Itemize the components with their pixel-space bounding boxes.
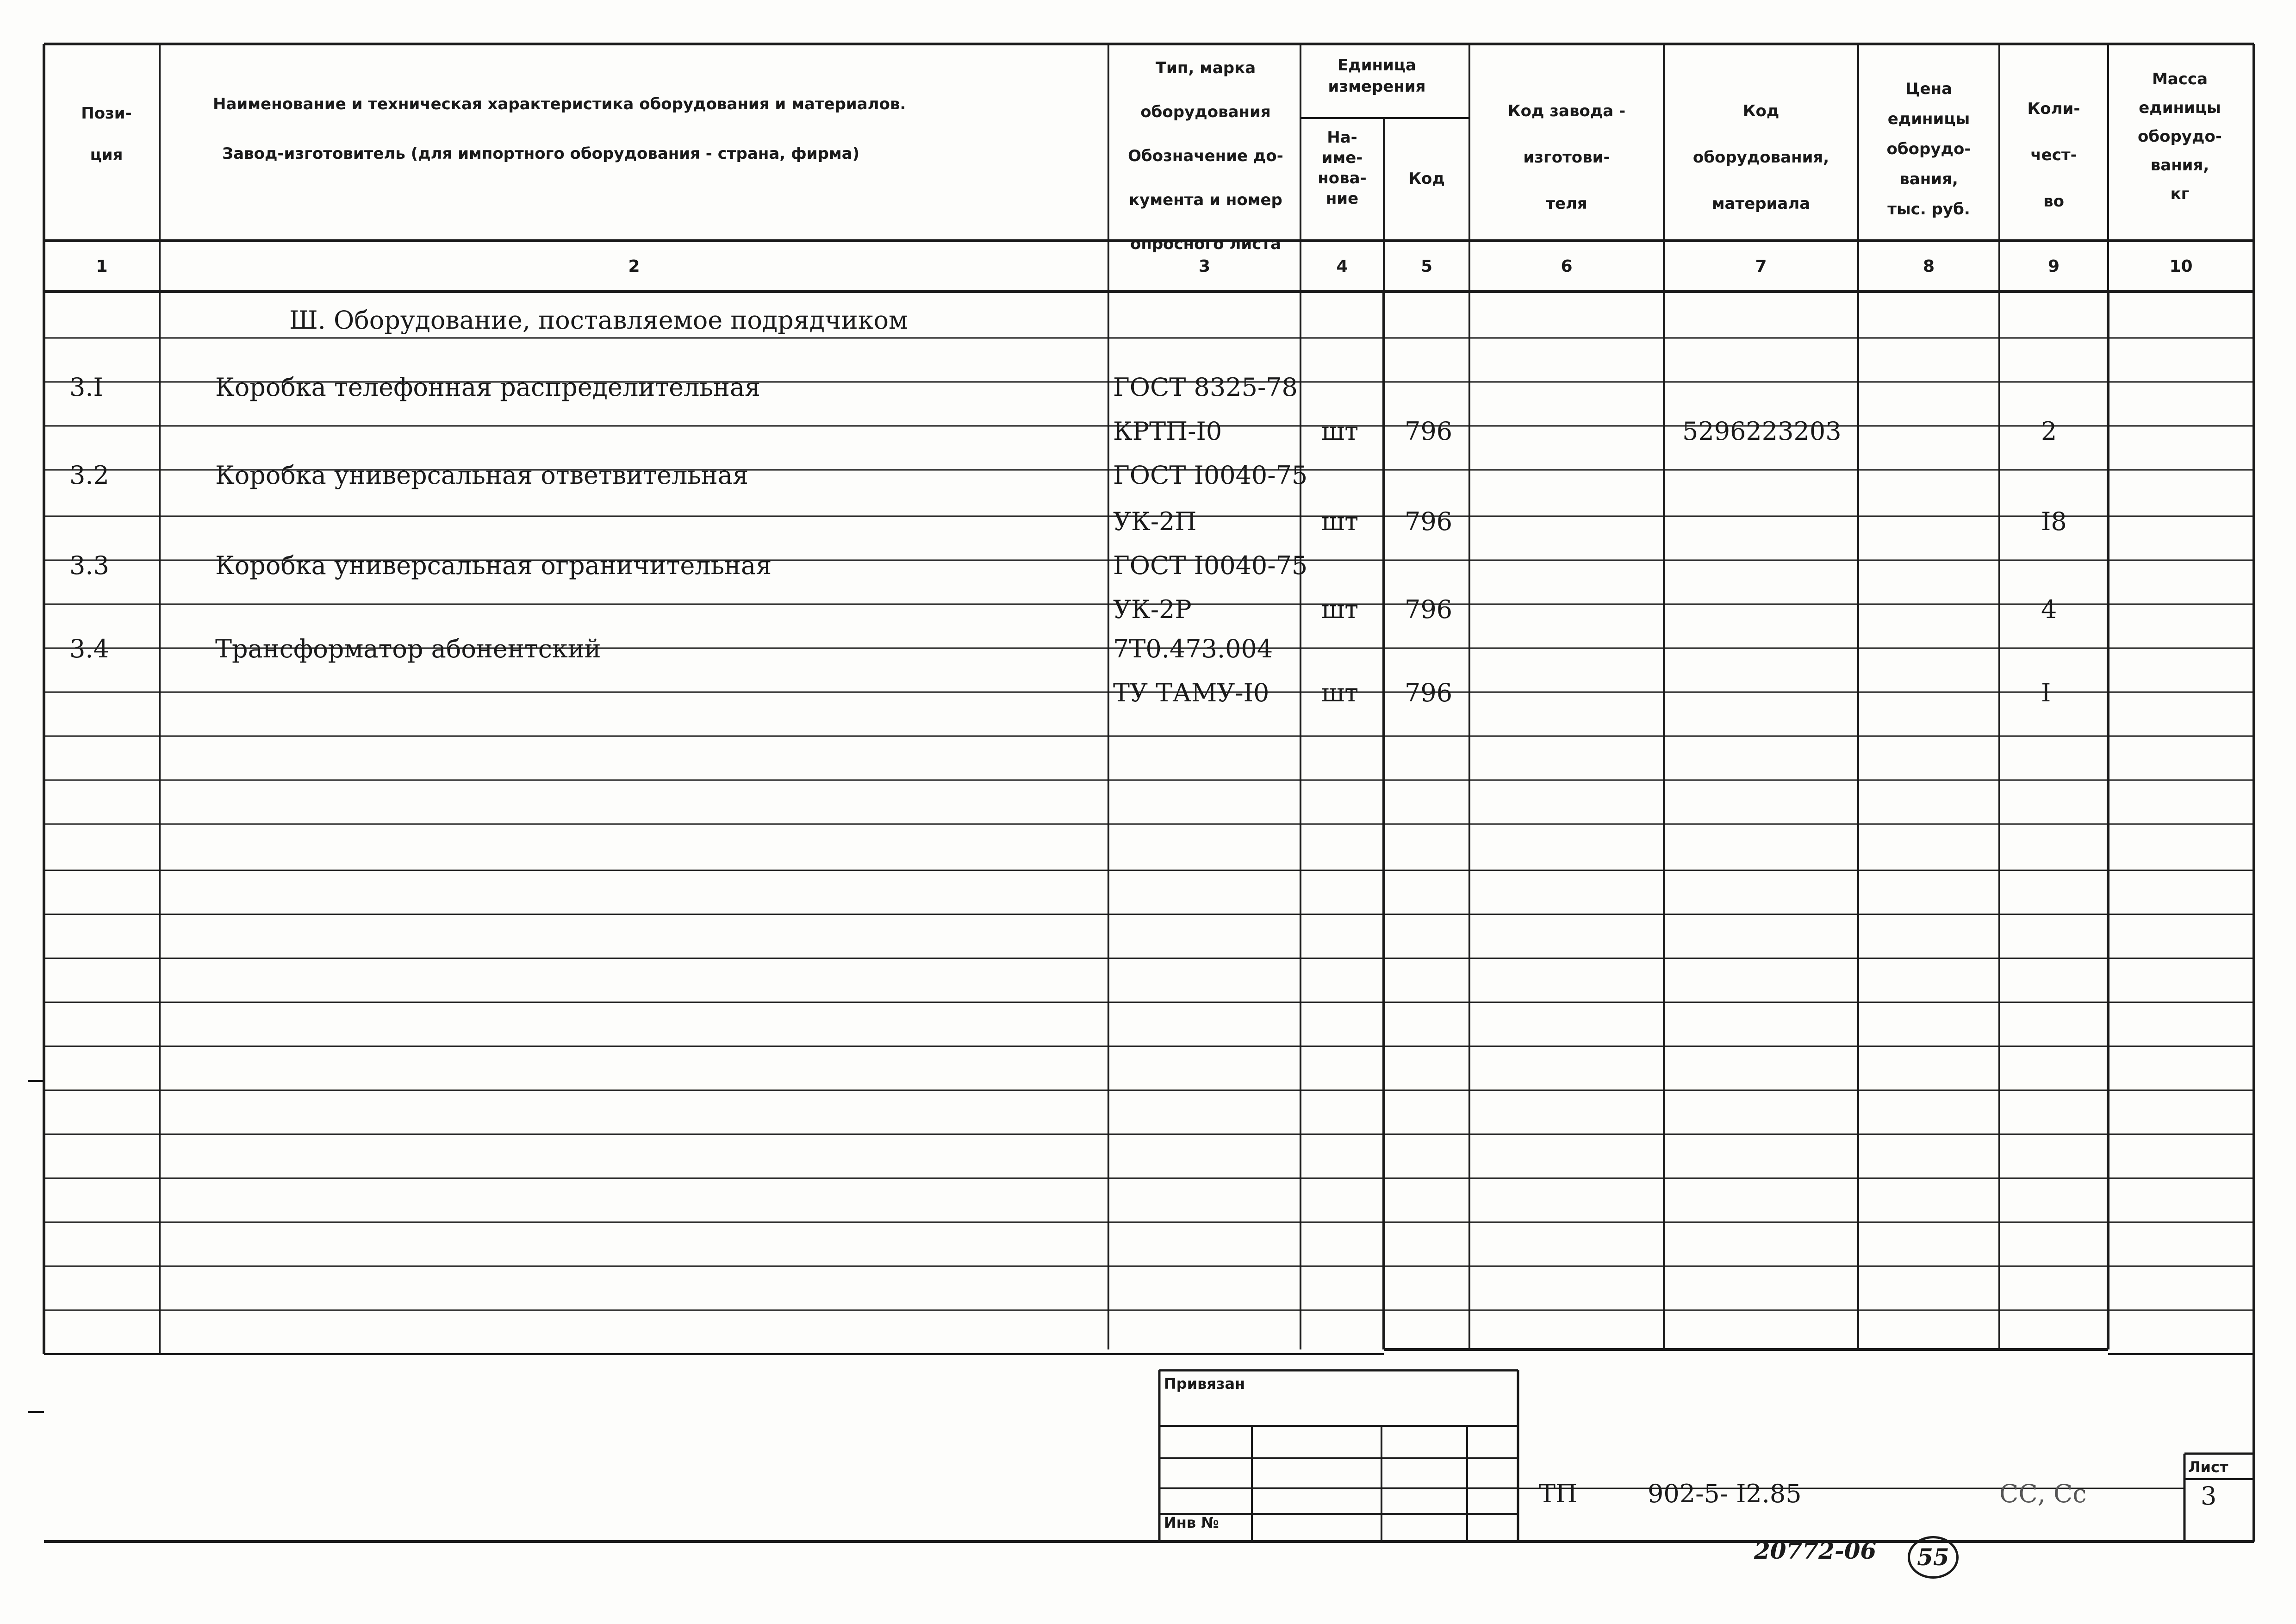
header-col4: На- име- нова- ние (1318, 128, 1367, 208)
column-number: 8 (1923, 257, 1935, 276)
row-type: ТУ ТАМУ-I0 (1113, 678, 1269, 707)
stamp-inv-label: Инв № (1164, 1514, 1219, 1531)
column-number: 10 (2169, 257, 2193, 276)
column-number: 9 (2047, 257, 2060, 276)
row-type: ГОСТ 8325-78 (1113, 373, 1298, 402)
circled-number: 55 (1908, 1536, 1959, 1579)
row-unit: шт (1321, 417, 1359, 446)
row-unit-code: 796 (1405, 417, 1453, 446)
header-col9: Коли- чест- во (2027, 100, 2080, 211)
row-unit-code: 796 (1405, 507, 1453, 536)
row-position: 3.4 (69, 634, 109, 663)
header-col45-group: Единица измерения (1328, 56, 1426, 96)
header-col1: Пози- ция (81, 104, 132, 164)
row-type: ГОСТ I0040-75 (1113, 551, 1308, 580)
column-number: 2 (628, 257, 640, 276)
header-col5: Код (1408, 169, 1445, 188)
header-col6: Код завода - изготови- теля (1507, 102, 1626, 213)
stamp-doc-number: 902-5- I2.85 (1648, 1479, 1802, 1508)
column-number: 3 (1198, 257, 1211, 276)
row-type: УК-2П (1113, 507, 1197, 536)
row-position: 3.I (69, 373, 103, 402)
header-col3: Тип, марка оборудования Обозначение до- кумента и номер опросного листа (1128, 59, 1283, 253)
row-unit-code: 796 (1405, 595, 1453, 624)
row-type: УК-2Р (1113, 595, 1192, 624)
stamp-list-label: Лист (2188, 1458, 2228, 1476)
row-type: ГОСТ I0040-75 (1113, 461, 1308, 490)
stamp-tp: ТП (1539, 1479, 1578, 1508)
column-number: 1 (96, 257, 108, 276)
section-title: Ш. Оборудование, поставляемое подрядчиком (289, 306, 908, 335)
column-number: 6 (1561, 257, 1573, 276)
row-unit: шт (1321, 595, 1359, 624)
row-equipment-code: 5296223203 (1682, 417, 1842, 446)
header-col2-line2: Завод-изготовитель (для импортного оборудования - страна, фирма) (222, 144, 860, 163)
row-quantity: 2 (2041, 417, 2057, 446)
row-position: 3.2 (69, 461, 109, 490)
row-quantity: I (2041, 678, 2051, 707)
row-quantity: I8 (2041, 507, 2067, 536)
column-number: 4 (1336, 257, 1348, 276)
column-number: 7 (1755, 257, 1767, 276)
archive-number: 20772-06 (1754, 1537, 1877, 1564)
stamp-list-number: 3 (2201, 1481, 2217, 1511)
row-type: КРТП-I0 (1113, 417, 1222, 446)
row-quantity: 4 (2041, 595, 2057, 624)
row-name: Трансформатор абонентский (215, 634, 601, 663)
row-name: Коробка телефонная распределительная (215, 373, 761, 402)
row-unit-code: 796 (1405, 678, 1453, 707)
row-name: Коробка универсальная ограничительная (215, 551, 772, 580)
row-position: 3.3 (69, 551, 109, 580)
header-col10: Масса единицы оборудо- вания, кг (2138, 70, 2222, 203)
stamp-privyazan-label: Привязан (1164, 1375, 1245, 1393)
header-col7: Код оборудования, материала (1692, 102, 1829, 213)
row-unit: шт (1321, 507, 1359, 536)
header-col8: Цена единицы оборудо- вания, тыс. руб. (1886, 80, 1971, 219)
row-unit: шт (1321, 678, 1359, 707)
column-number: 5 (1420, 257, 1433, 276)
header-col2-line1: Наименование и техническая характеристика оборудования и материалов. (213, 95, 906, 113)
stamp-doc-suffix: СС, Сс (1999, 1479, 2087, 1508)
row-type: 7Т0.473.004 (1113, 634, 1273, 663)
row-name: Коробка универсальная ответвительная (215, 461, 749, 490)
